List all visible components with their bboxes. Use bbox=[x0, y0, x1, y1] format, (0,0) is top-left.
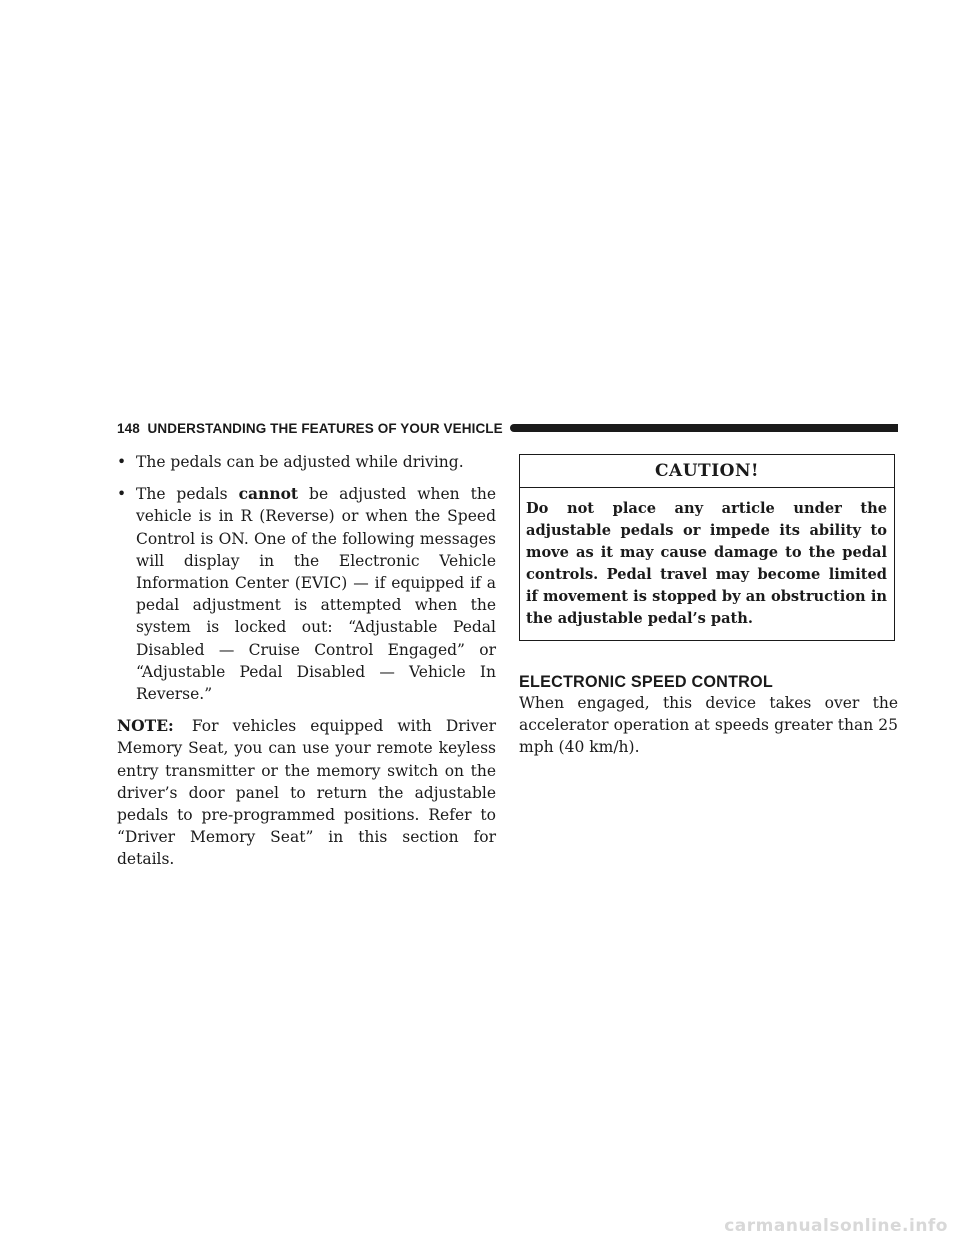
list-item bbox=[117, 483, 496, 705]
note-text: For vehicles equipped with Driver Memory Seat, you can use your remote keyless entry transmitter or the memory switch on the driver’s door panel to return the adjustable pedals to pre-programmed positions. Refer to “Driver Memory Seat” in this section for details. bbox=[117, 717, 496, 869]
header-rule bbox=[510, 424, 898, 432]
note-label: NOTE: bbox=[117, 716, 174, 736]
bullet-icon: • bbox=[117, 453, 127, 471]
caution-body: Do not place any article under the adjustable pedals or impede its ability to move as it may cause damage to the pedal controls. Pedal travel may become limited if movement is stopped by an obstruction in the adjustable pedal’s path. bbox=[526, 500, 887, 627]
right-column bbox=[519, 454, 898, 759]
caution-box bbox=[519, 454, 895, 641]
page-header bbox=[117, 419, 898, 437]
watermark-link[interactable]: carmanualsonline.info bbox=[724, 1216, 948, 1236]
page-header-label bbox=[117, 421, 503, 436]
caution-title: CAUTION! bbox=[520, 455, 894, 488]
bullet-emphasis: cannot bbox=[238, 484, 299, 504]
bullet-text: The pedals can be adjusted while driving. bbox=[136, 453, 464, 471]
bullet-body: be adjusted when the vehicle is in R (Reverse) or when the Speed Control is ON. One of the following messages will display in the Electronic Vehicle Information Center (EVIC) — if equipped if a pedal adjustment is attempted when the system is locked out: “Adjustable Pedal Disabled — Cruise Control Engaged” or “Adjustable Pedal Disabled — Vehicle In Reverse.” bbox=[136, 485, 496, 704]
list-item bbox=[117, 451, 496, 473]
bullet-icon: • bbox=[117, 485, 127, 504]
left-column bbox=[117, 451, 496, 871]
section-body: When engaged, this device takes over the accelerator operation at speeds greater than 25 mph (40 km/h). bbox=[519, 694, 898, 757]
note-paragraph bbox=[117, 715, 496, 870]
section-title: UNDERSTANDING THE FEATURES OF YOUR VEHICLE bbox=[147, 420, 503, 436]
page-number: 148 bbox=[117, 420, 140, 436]
bullet-text bbox=[136, 483, 496, 705]
bullet-prefix: The pedals bbox=[136, 485, 228, 504]
section-heading: ELECTRONIC SPEED CONTROL bbox=[519, 673, 773, 691]
